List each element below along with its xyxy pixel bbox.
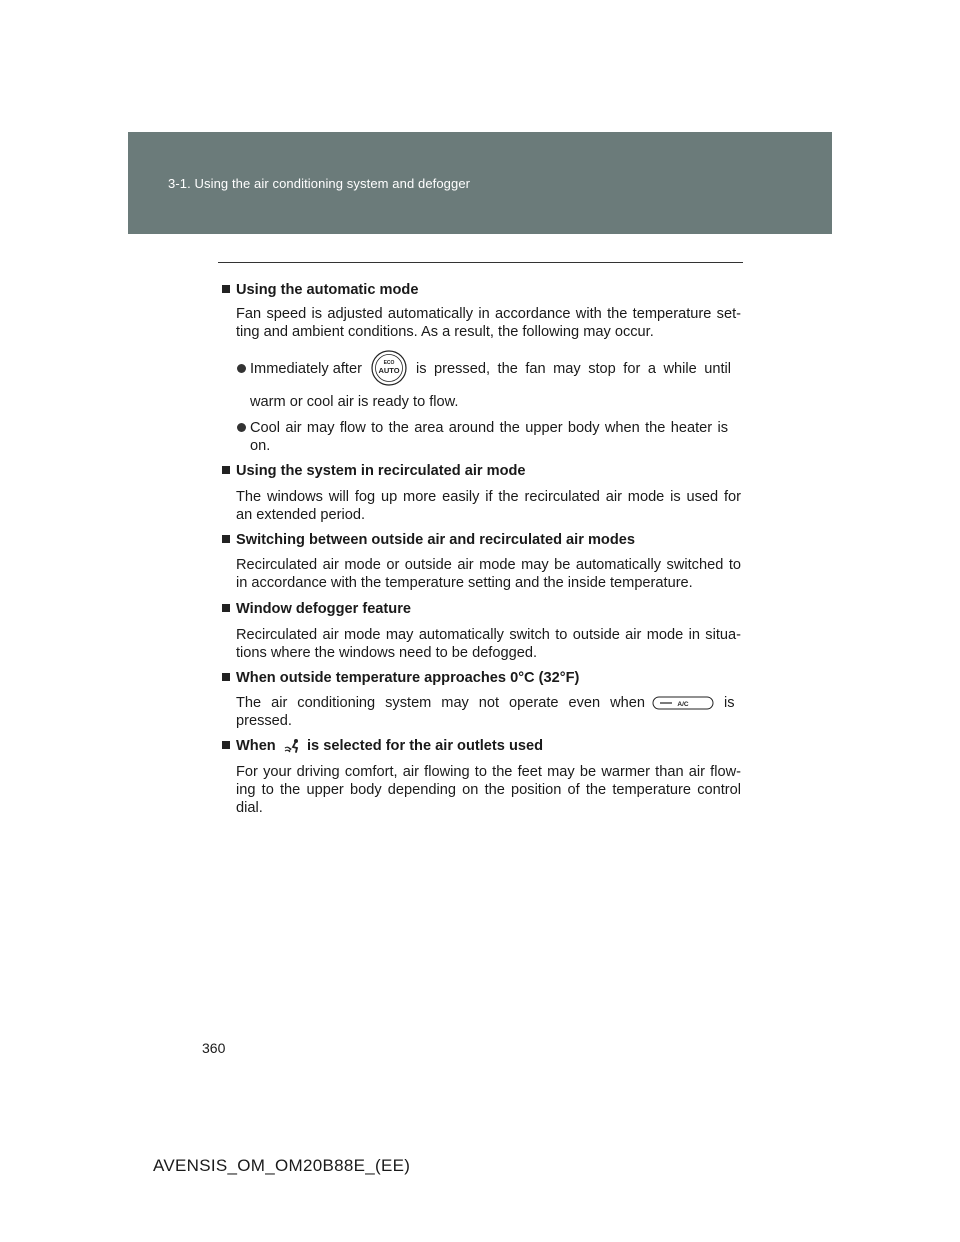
body-text: Recirculated air mode may automatically switch to outside air mode in situa- (236, 627, 741, 643)
page-number: 360 (202, 1040, 226, 1056)
section-heading: is selected for the air outlets used (307, 738, 544, 754)
ac-button-label: A/C (677, 701, 689, 708)
body-text: dial. (236, 800, 263, 816)
body-text: Cool air may flow to the area around the upper body when the heater is (250, 420, 728, 436)
body-text: in accordance with the temperature setting and the inside temperature. (236, 575, 693, 591)
round-bullet (237, 364, 246, 373)
section-heading: When outside temperature approaches 0°C (32°F) (236, 670, 580, 686)
body-text: an extended period. (236, 507, 366, 523)
body-text: Fan speed is adjusted automatically in accordance with the temperature set- (236, 306, 741, 322)
auto-button-top-label: ECO (383, 360, 395, 366)
body-text: For your driving comfort, air flowing to the feet may be warmer than air flow- (236, 764, 741, 780)
ac-button-icon (652, 694, 714, 712)
square-bullet (222, 604, 230, 612)
body-text: Immediately after (250, 361, 362, 377)
section-heading: Switching between outside air and recirculated air modes (236, 532, 635, 548)
body-text: on. (250, 438, 271, 454)
square-bullet (222, 741, 230, 749)
body-text: The windows will fog up more easily if the recirculated air mode is used for (236, 489, 741, 505)
body-text: is pressed, the fan may stop for a while until (416, 361, 731, 377)
body-text: Recirculated air mode or outside air mode may be automatically switched to (236, 557, 741, 573)
body-text: is (724, 695, 735, 711)
section-heading: Using the automatic mode (236, 282, 419, 298)
body-text: tions where the windows need to be defogged. (236, 645, 538, 661)
document-code: AVENSIS_OM_OM20B88E_(EE) (153, 1156, 411, 1175)
body-text: warm or cool air is ready to flow. (250, 394, 459, 410)
section-heading: When (236, 738, 276, 754)
round-bullet (237, 423, 246, 432)
body-text: ing to the upper body depending on the position of the temperature control (236, 782, 741, 798)
section-title: 3-1. Using the air conditioning system and defogger (168, 176, 471, 191)
body-text: pressed. (236, 713, 292, 729)
body-text: The air conditioning system may not operate even when (236, 695, 645, 711)
square-bullet (222, 673, 230, 681)
auto-button-icon (371, 350, 407, 386)
divider (218, 262, 743, 263)
square-bullet (222, 466, 230, 474)
auto-button-label: AUTO (378, 366, 400, 375)
section-heading: Using the system in recirculated air mode (236, 463, 526, 479)
section-heading: Window defogger feature (236, 601, 411, 617)
square-bullet (222, 285, 230, 293)
feet-air-outlet-icon (283, 738, 301, 754)
body-text: ting and ambient conditions. As a result, the following may occur. (236, 324, 654, 340)
square-bullet (222, 535, 230, 543)
